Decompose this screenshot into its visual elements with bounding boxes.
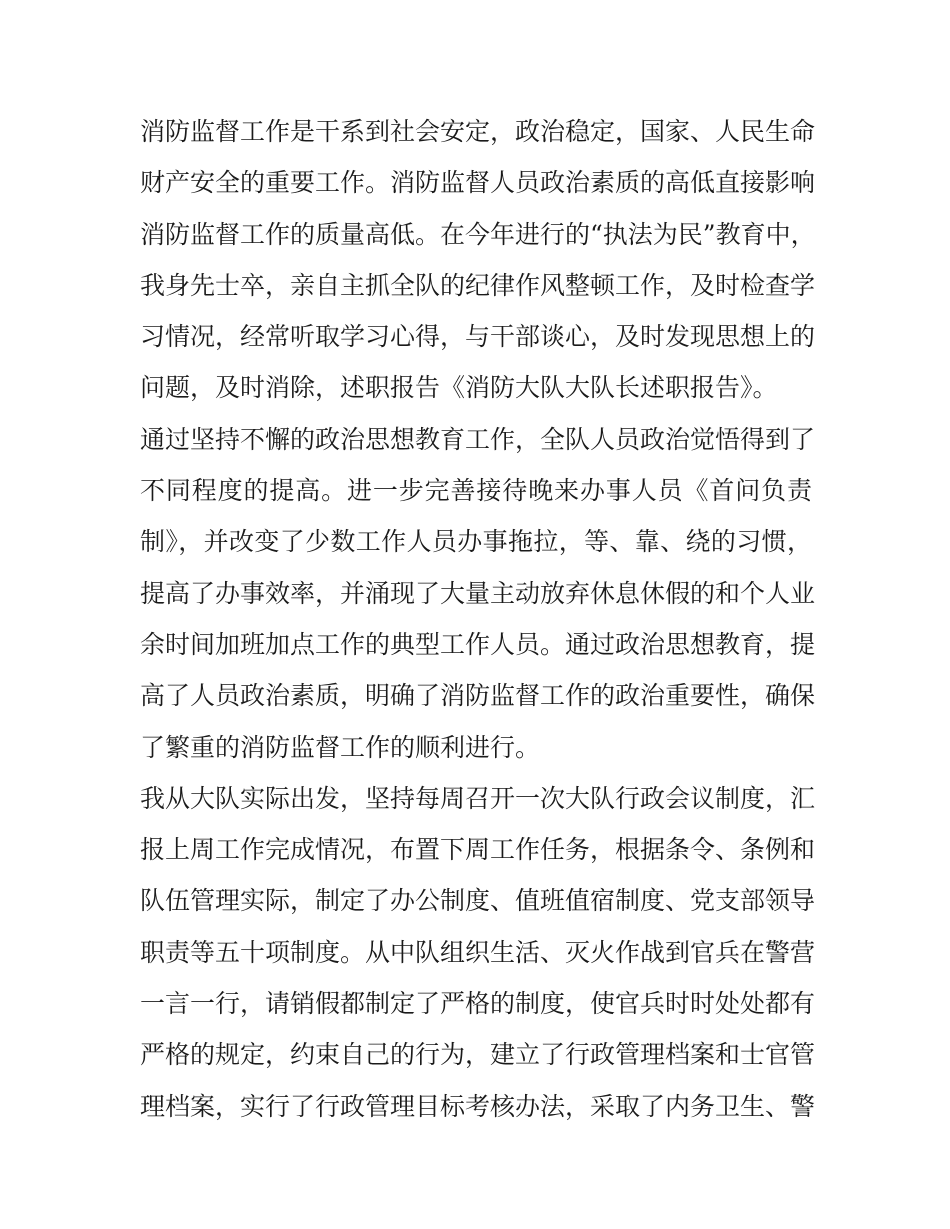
text-line: 制》，并改变了少数工作人员办事拖拉，等、靠、绕的习惯， — [140, 527, 812, 557]
text-line: 严格的规定，约束自己的行为，建立了行政管理档案和士官管 — [140, 1040, 816, 1070]
text-line: 我身先士卒，亲自主抓全队的纪律作风整顿工作，及时检查学 — [140, 270, 816, 300]
body-text — [140, 106, 816, 1132]
text-line: 余时间加班加点工作的典型工作人员。通过政治思想教育，提 — [140, 629, 816, 659]
text-line: 我从大队实际出发，坚持每周召开一次大队行政会议制度，汇 — [140, 783, 816, 813]
paragraph-3 — [140, 773, 816, 1132]
text-line: 队伍管理实际，制定了办公制度、值班值宿制度、党支部领导 — [140, 886, 816, 916]
text-line: 提高了办事效率，并涌现了大量主动放弃休息休假的和个人业 — [140, 578, 816, 608]
text-line: 通过坚持不懈的政治思想教育工作，全队人员政治觉悟得到了 — [140, 424, 816, 454]
text-line: 职责等五十项制度。从中队组织生活、灭火作战到官兵在警营 — [140, 937, 816, 967]
paragraph-2 — [140, 414, 816, 773]
text-line: 消防监督工作是干系到社会安定，政治稳定，国家、人民生命 — [140, 117, 816, 146]
text-line: 一言一行，请销假都制定了严格的制度，使官兵时时处处都有 — [140, 989, 816, 1019]
text-line: 高了人员政治素质，明确了消防监督工作的政治重要性，确保 — [140, 681, 816, 711]
text-line: 报上周工作完成情况，布置下周工作任务，根据条令、条例和 — [140, 835, 816, 865]
text-line: 问题，及时消除，述职报告《消防大队大队长述职报告》。 — [140, 373, 778, 403]
text-line: 不同程度的提高。进一步完善接待晚来办事人员《首问负责 — [140, 476, 812, 506]
text-line: 理档案，实行了行政管理目标考核办法，采取了内务卫生、警 — [140, 1091, 816, 1121]
paragraph-1 — [140, 106, 816, 414]
text-line: 习情况，经常听取学习心得，与干部谈心，及时发现思想上的 — [140, 322, 816, 352]
text-line: 了繁重的消防监督工作的顺利进行。 — [140, 732, 541, 762]
text-line: 财产安全的重要工作。消防监督人员政治素质的高低直接影响 — [140, 168, 816, 198]
text-line: 消防监督工作的质量高低。在今年进行的“执法为民”教育中， — [140, 219, 816, 249]
